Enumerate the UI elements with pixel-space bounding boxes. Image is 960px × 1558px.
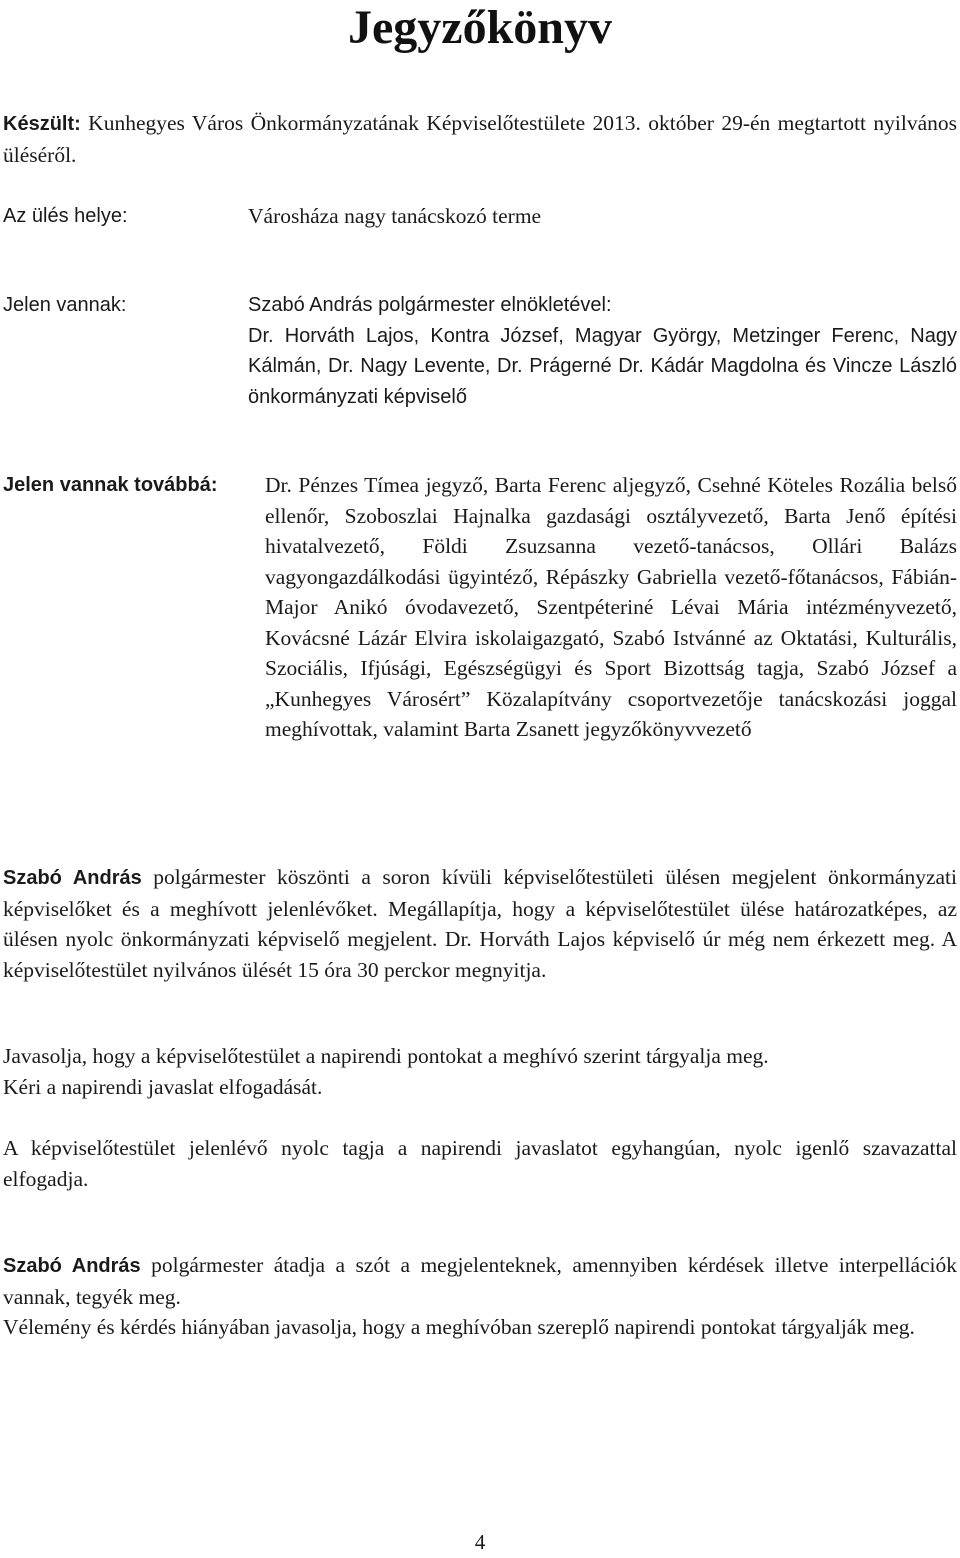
opening-paragraph: [3, 862, 957, 985]
interpellation-paragraph: [3, 1250, 957, 1343]
document-title: Jegyzőkönyv: [348, 1, 612, 54]
venue-label: Az ülés helye:: [3, 205, 128, 227]
agenda-proposal-paragraph: [3, 1041, 957, 1102]
interpellation-text: polgármester átadja a szót a megjelenteknek, amennyiben kérdések illetve interpellációk vannak, tegyék meg.: [3, 1253, 958, 1309]
venue-row: [3, 201, 957, 232]
venue-text: Városháza nagy tanácskozó terme: [248, 204, 542, 228]
agenda-discussion-text: Vélemény és kérdés hiányában javasolja, hogy a meghívóban szereplő napirendi pontokat tárgyalják meg.: [3, 1315, 915, 1339]
present-members: Dr. Horváth Lajos, Kontra József, Magyar György, Metzinger Ferenc, Nagy Kálmán, Dr. Nagy Levente, Dr. Prágerné Dr. Kádár Magdolna és Vincze László önkormányzati képviselő: [248, 324, 957, 408]
present-list: [248, 290, 957, 412]
speaker-name: Szabó András: [3, 1255, 141, 1277]
agenda-proposal-line: Javasolja, hogy a képviselőtestület a napirendi pontokat a meghívó szerint tárgyalja meg.: [3, 1044, 769, 1068]
interpellation-text-block: [3, 1250, 957, 1312]
speaker-name: Szabó András: [3, 867, 142, 889]
intro-text: Kunhegyes Város Önkormányzatának Képviselőtestülete 2013. október 29-én megtartott nyilvános üléséről.: [3, 111, 957, 167]
intro-label: Készült:: [3, 113, 81, 135]
also-present-list: Dr. Pénzes Tímea jegyző, Barta Ferenc aljegyző, Csehné Köteles Rozália belső ellenőr, Szoboszlai Hajnalka gazdasági osztályvezető, Barta Jenő építési hivatalvezető, Földi Zsuzsanna vezető-tanácsos, Ollári Balázs vagyongazdálkodási ügyintéző, Répászky Gabriella vezető-főtanácsos, Fábián-Major Anikó óvodavezető, Szentpéteriné Lévai Mária intézményvezető, Kovácsné Lázár Elvira iskolaigazgató, Szabó Istvánné az Oktatási, Kulturális, Szociális, Ifjúsági, Egészségügyi és Sport Bizottság tagja, Szabó József a „Kunhegyes Városért” Közalapítvány csoportvezetője tanácskozási joggal meghívottak, valamint Barta Zsanett jegyzőkönyvvezető: [265, 473, 957, 741]
agenda-request-line: Kéri a napirendi javaslat elfogadását.: [3, 1074, 323, 1099]
page-number: 4: [474, 1530, 486, 1554]
opening-text: polgármester köszönti a soron kívüli képviselőtestületi ülésen megjelent önkormányzati képviselőket és a meghívott jelenlévőket. Megállapítja, hogy a képviselőtestület ülése határozatképes, az ülésen nyolc önkormányzati képviselő megjelent. Dr. Horváth Lajos képviselő úr még nem érkezett meg. A képviselőtestület nyilvános ülését 15 óra 30 perckor megnyitja.: [3, 865, 957, 982]
present-row: [3, 290, 957, 420]
intro-paragraph: [3, 108, 957, 170]
vote-paragraph: A képviselőtestület jelenlévő nyolc tagja a napirendi javaslatot egyhangúan, nyolc igenlő szavazattal elfogadja.: [3, 1136, 957, 1191]
also-present-label: Jelen vannak továbbá:: [3, 474, 218, 496]
present-chair-line: Szabó András polgármester elnökletével:: [248, 294, 612, 316]
present-label: Jelen vannak:: [3, 294, 127, 316]
also-present-row: [3, 470, 957, 800]
